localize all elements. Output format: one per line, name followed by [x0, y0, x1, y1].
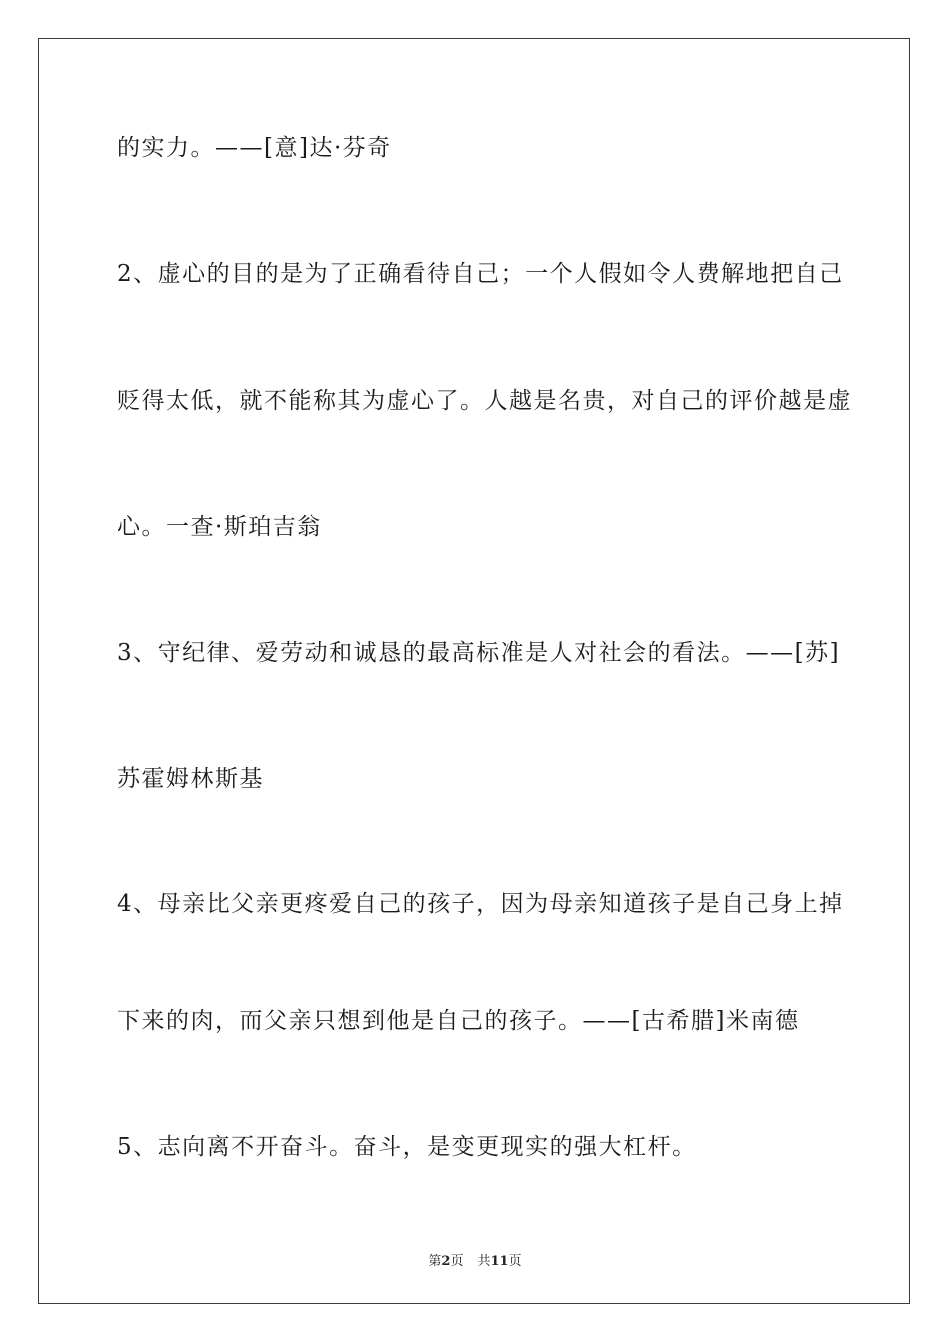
text-line: 2、虚心的目的是为了正确看待自己；一个人假如令人费解地把自己 [117, 261, 844, 287]
text-line: 苏霍姆林斯基 [117, 766, 264, 792]
page-prefix: 第 [428, 1254, 442, 1269]
text-line: 心。一查·斯珀吉翁 [117, 514, 322, 540]
total-suffix: 页 [508, 1254, 522, 1269]
text-line: 下来的肉，而父亲只想到他是自己的孩子。——[古希腊]米南德 [117, 1008, 800, 1034]
text-line: 5、志向离不开奋斗。奋斗，是变更现实的强大杠杆。 [117, 1134, 697, 1160]
text-line: 贬得太低，就不能称其为虚心了。人越是名贵，对自己的评价越是虚 [117, 388, 852, 414]
total-pages: 11 [490, 1254, 509, 1269]
text-line: 4、母亲比父亲更疼爱自己的孩子，因为母亲知道孩子是自己身上掉 [117, 891, 844, 917]
text-line: 3、守纪律、爱劳动和诚恳的最高标准是人对社会的看法。——[苏] [117, 640, 841, 666]
page-footer [0, 1250, 950, 1269]
page-border [38, 38, 910, 1304]
total-prefix: 共 [477, 1254, 491, 1269]
page-suffix: 页 [450, 1254, 464, 1269]
page-number: 2 [441, 1254, 451, 1269]
text-line: 的实力。——[意]达·芬奇 [117, 135, 392, 161]
